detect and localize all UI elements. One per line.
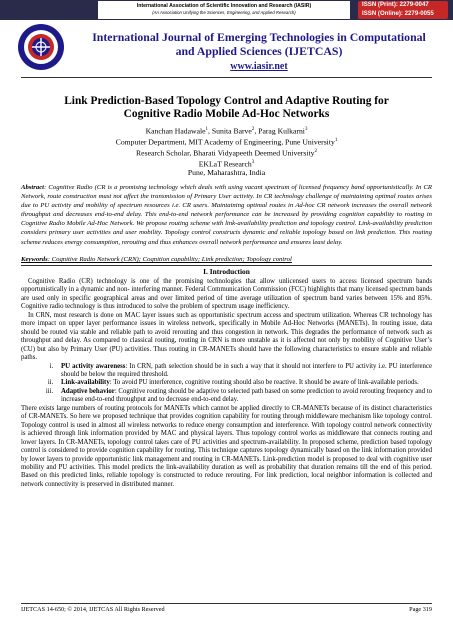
paragraph-1: Cognitive Radio (CR) technology is one of the promising technologies that allow unlicensed users to access licensed spectrum bands opportunistically in a dynamic and non- interfering manner. Federal Communication Commission (FCC) highlights that many licensed spectrum bands are used only in specific geographical areas and over limited period of time average utilization of spectrum band varies between 15% and 85%. Cognitive radio technology is thus introduced to solve the problem of spectrum usage inefficiency.: [21, 278, 432, 311]
list-item: iii. Adaptive behavior: Cognitive routing should be adaptive to selected path based on some prediction to avoid rerouting frequency and to increase end-to-end throughput and to decrease end-to-end delay.: [55, 388, 432, 405]
journal-title: [70, 31, 448, 58]
issn-print: ISSN (Print): 2279-0047: [362, 1, 429, 8]
author-names: Kanchan Hadawale$^1$, Sunita Barve$^2$, Parag Kulkarni$^3$: [145, 126, 308, 136]
org-tagline: (An Association Unifying the Sciences, Engineering, and Applied Research): [152, 10, 296, 15]
keywords-label: Keywords: [21, 256, 48, 263]
issn-online: ISSN (Online): 2279-0055: [362, 9, 434, 17]
header-divider: [21, 77, 432, 78]
section-heading: I. Introduction: [203, 267, 250, 276]
journal-website-link[interactable]: www.iasir.net: [230, 61, 288, 72]
abstract-text: : Cognitive Radio (CR is a promising technology which deals with using vacant spectrum of licensed frequency band opportunistically. In CR Network, route construction must not affect the transmission of Primary User activity. In CR technology challenge of maintaining optimal routes arises due to PU activity and mobility of spectrum resources i.e. CR users. Maintaining optimal routes in Ad-hoc CR network increases the overall network throughput and decreases end-to-end delay. This end-to-end network performance can be increased by providing cognition capability to routing in Cognitive Radio Mobile Ad-Hoc Network. We propose routing scheme with link-availability prediction and topology control. Link-availability prediction considers primary user activities and user mobility. Topology control constructs dynamic and reliable topology based on link prediction. This routing scheme reduces energy consumption, rerouting and thus enhances overall network performance and ensures least delay.: [21, 184, 432, 246]
affiliation-location: Pune, Maharashtra, India: [187, 168, 266, 178]
body-text: [21, 278, 432, 489]
affiliation-1: Computer Department, MIT Academy of Engineering, Pune University$^1$: [115, 137, 338, 147]
footer-page-number: Page 319: [409, 606, 432, 613]
paper-title-line2: Cognitive Radio Mobile Ad-Hoc Networks: [123, 108, 330, 120]
list-item: i. PU activity awareness: In CRN, path selection should be in such a way that it should not interfere to PU activity i.e. PU interference should be below the required threshold.: [55, 363, 432, 380]
author-1: Kanchan Hadawale: [145, 126, 206, 136]
affiliation-2: Research Scholar, Bharati Vidyapeeth Deemed University$^2$: [136, 148, 317, 158]
author-block: [21, 125, 432, 178]
keywords: [21, 255, 432, 264]
keywords-text: : Cognitive Radio Network (CRN); Cognition capability; Link prediction; Topology control: [47, 256, 292, 263]
author-2: Sunita Barve: [211, 126, 252, 136]
paper-title: [21, 95, 432, 121]
banner-org-box: [98, 0, 350, 20]
org-name: International Association of Scientific Innovation and Research (IASIR): [136, 3, 312, 9]
paper-title-line1: Link Prediction-Based Topology Control and Adaptive Routing for: [64, 95, 389, 107]
characteristics-list: [21, 363, 432, 405]
keywords-divider: [21, 265, 432, 266]
issn-box: [358, 1, 448, 19]
abstract-label: Abstract: [21, 184, 45, 191]
list-item: ii. Link-availability: To avoid PU interference, cognitive routing should also be reactive. It should be aware of link-available periods.: [55, 379, 432, 387]
abstract: [21, 183, 432, 247]
footer-copyright: IJETCAS 14-650; © 2014, IJETCAS All Rights Reserved: [21, 606, 165, 613]
journal-logo: [16, 22, 66, 72]
footer-divider: [21, 603, 432, 604]
journal-title-line1: International Journal of Emerging Technologies in Computational: [92, 30, 426, 44]
author-3: Parag Kulkarni: [258, 126, 305, 136]
affiliation-3: EKLaT Research$^3$: [198, 159, 255, 169]
journal-title-line2: and Applied Sciences (IJETCAS): [175, 43, 343, 58]
header-banner: [0, 0, 453, 20]
paragraph-3: There exists large numbers of routing protocols for MANETs which cannot be applied directly to CR-MANETs because of its distinct characteristics of CR-MANETs. So here we proposed technique that provides cognition capability for routing through middleware mechanism like topology control. Topology control is used in almost all wireless networks to reduce energy consumption and interference. With topology control network connectivity is achieved through link information provided by MAC and physical layers. Thus topology control works as middleware that connects routing and lower layers. In CR-MANETs, topology control takes care of PU activities and spectrum-availability. In proposed scheme, prediction based topology control is considered to provide cognition capability for routing. This technique captures topology dynamically based on the link information provided by lower layers to provide opportunistic link management and routing in CR-MANETs. Link-prediction model is proposed to deal with cognitive user mobility and PU activities. This model predicts the link-availability duration as well as probability that duration remains till the end of this period. Based on this predicted links, reliable topology is constructed to reduce rerouting. For link prediction, local neighbor information is collected and network connectivity is preserved in distributed manner.: [21, 404, 432, 488]
paragraph-2: In CRN, most research is done on MAC layer issues such as opportunistic spectrum access and spectrum utilization. Whereas CR technology has more impact on upper layer performance issues in wireless network, specifically in Mobile Ad-Hoc Networks (MANETs). In routing issue, data should be routed via stable and reliable path to avoid rerouting and thus congestion in network. This degrades the performance of network such as throughput and delay. As compared to classical routing, routing in CRN is more unstable as it is affected not only by mobility of Cognitive User’s (CU) but also by Primary User (PU) activities. Thus routing in CR-MANETs should have the following characteristics to ensure stable and reliable paths.: [21, 311, 432, 362]
